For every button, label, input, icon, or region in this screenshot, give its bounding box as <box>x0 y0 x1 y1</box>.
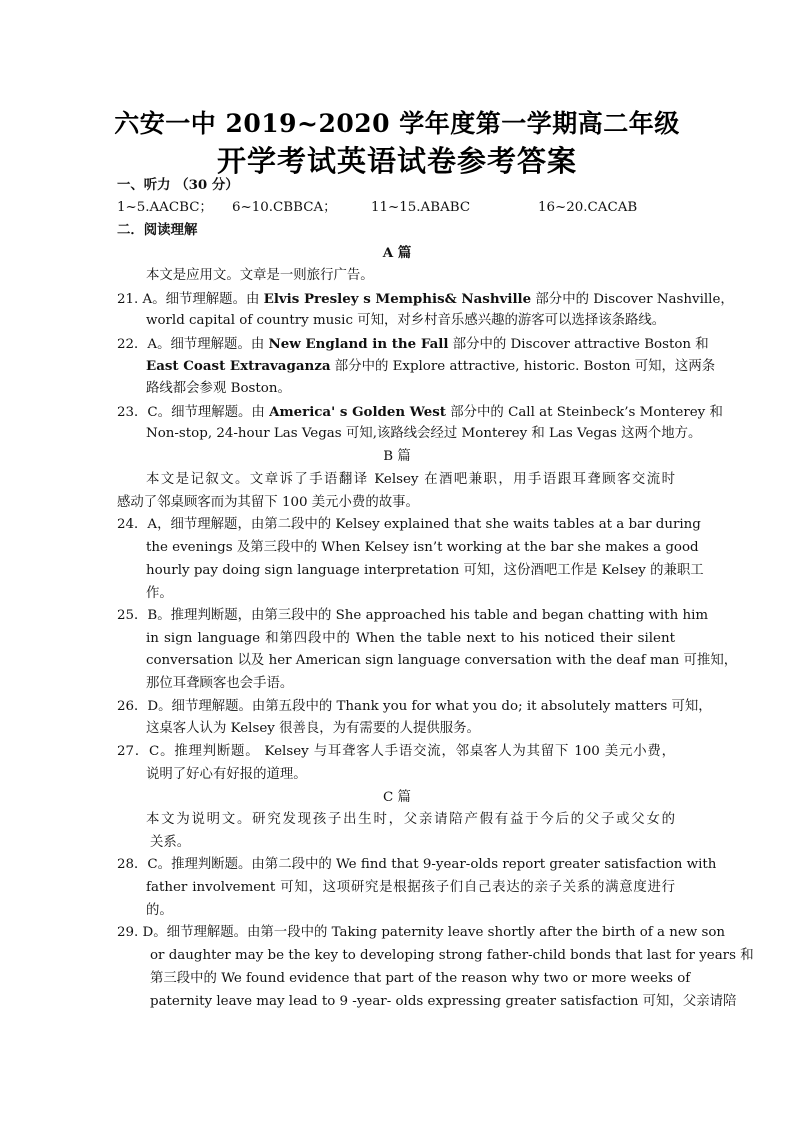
answer-21-line1: 21. A。细节理解题。由 Elvis Presley s Memphis& Nashville 部分中的 Discover Nashville， <box>117 291 734 307</box>
passage-c-intro-line2: 关系。 <box>150 835 191 850</box>
answer-29-line1: 29. D。细节理解题。由第一段中的 Taking paternity leave shortly after the birth of a new son <box>117 925 726 940</box>
answer-24-line1: 24．A，细节理解题，由第二段中的 Kelsey explained that she waits tables at a bar during <box>117 517 701 532</box>
answer-22-line2: East Coast Extravaganza 部分中的 Explore attractive, historic. Boston 可知，这两条 <box>146 358 716 374</box>
passage-b-intro-line2: 感动了邻桌顾客而为其留下 100 美元小费的故事。 <box>117 495 419 510</box>
document-title-line1: 六安一中 2019~2020 学年度第一学期高二年级 <box>114 109 680 138</box>
answer-28-line2: father involvement 可知，这项研究是根据孩子们自己表达的亲子关系的满意度进行 <box>146 880 675 895</box>
answer-21-line2: world capital of country music 可知，对乡村音乐感兴趣的游客可以选择该条路线。 <box>146 313 666 328</box>
section-listening-heading: 一、听力 （30 分） <box>117 177 239 193</box>
answer-27-line2: 说明了好心有好报的道理。 <box>146 767 307 782</box>
passage-a-label: A 篇 <box>382 245 412 261</box>
listening-answers-16-20: 16~20.CACAB <box>538 200 638 215</box>
answer-28-line3: 的。 <box>146 903 173 918</box>
passage-c-label: C 篇 <box>383 790 411 805</box>
answer-25-line3: conversation 以及 her American sign language conversation with the deaf man 可推知， <box>146 653 738 668</box>
document-title-line2: 开学考试英语试卷参考答案 <box>216 144 577 178</box>
passage-b-intro-line1: 本文是记叙文。文章诉了手语翻译 Kelsey 在酒吧兼职，用手语跟耳聋顾客交流时 <box>146 472 675 487</box>
passage-b-label: B 篇 <box>383 449 411 464</box>
answer-24-line2: the evenings 及第三段中的 When Kelsey isn’t working at the bar she makes a good <box>146 540 699 555</box>
passage-c-intro-line1: 本文为说明文。研究发现孩子出生时，父亲请陪产假有益于今后的父子或父女的 <box>146 812 675 827</box>
answer-25-line2: in sign language 和第四段中的 When the table next to his noticed their silent <box>146 631 675 646</box>
answer-26-line2: 这桌客人认为 Kelsey 很善良，为有需要的人提供服务。 <box>146 721 480 736</box>
answer-23-line2: Non-stop, 24-hour Las Vegas 可知,该路线会经过 Monterey 和 Las Vegas 这两个地方。 <box>146 426 702 441</box>
answer-23-line1: 23．C。细节理解题。由 America' s Golden West 部分中的 Call at Steinbeck’s Monterey 和 <box>117 404 723 420</box>
answer-29-line2: or daughter may be the key to developing strong father-child bonds that last for years 和 <box>150 948 754 963</box>
passage-a-intro: 本文是应用文。文章是一则旅行广告。 <box>146 268 374 283</box>
listening-answers-6-10: 6~10.CBBCA； <box>232 200 337 215</box>
answer-22-line3: 路线都会参观 Boston。 <box>146 381 291 396</box>
section-reading-heading: 二．阅读理解 <box>117 222 198 238</box>
answer-27-line1: 27．C。推理判断题。 Kelsey 与耳聋客人手语交流，邻桌客人为其留下 100 美元小费， <box>117 744 675 759</box>
answer-22-line1: 22．A。细节理解题。由 New England in the Fall 部分中的 Discover attractive Boston 和 <box>117 336 709 352</box>
answer-25-line4: 那位耳聋顾客也会手语。 <box>146 676 294 691</box>
answer-26-line1: 26．D。细节理解题。由第五段中的 Thank you for what you do; it absolutely matters 可知， <box>117 699 712 714</box>
answer-28-line1: 28．C。推理判断题。由第二段中的 We find that 9-year-olds report greater satisfaction with <box>117 857 717 872</box>
answer-24-line3: hourly pay doing sign language interpretation 可知，这份酒吧工作是 Kelsey 的兼职工 <box>146 563 704 578</box>
answer-29-line3: 第三段中的 We found evidence that part of the reason why two or more weeks of <box>150 971 691 986</box>
listening-answers-11-15: 11~15.ABABC <box>371 200 471 215</box>
answer-29-line4: paternity leave may lead to 9 -year- olds expressing greater satisfaction 可知，父亲请陪 <box>150 994 737 1009</box>
listening-answers-1-5: 1~5.AACBC； <box>117 200 213 215</box>
answer-24-line4: 作。 <box>146 586 173 601</box>
answer-25-line1: 25．B。推理判断题，由第三段中的 She approached his table and began chatting with him <box>117 608 709 623</box>
